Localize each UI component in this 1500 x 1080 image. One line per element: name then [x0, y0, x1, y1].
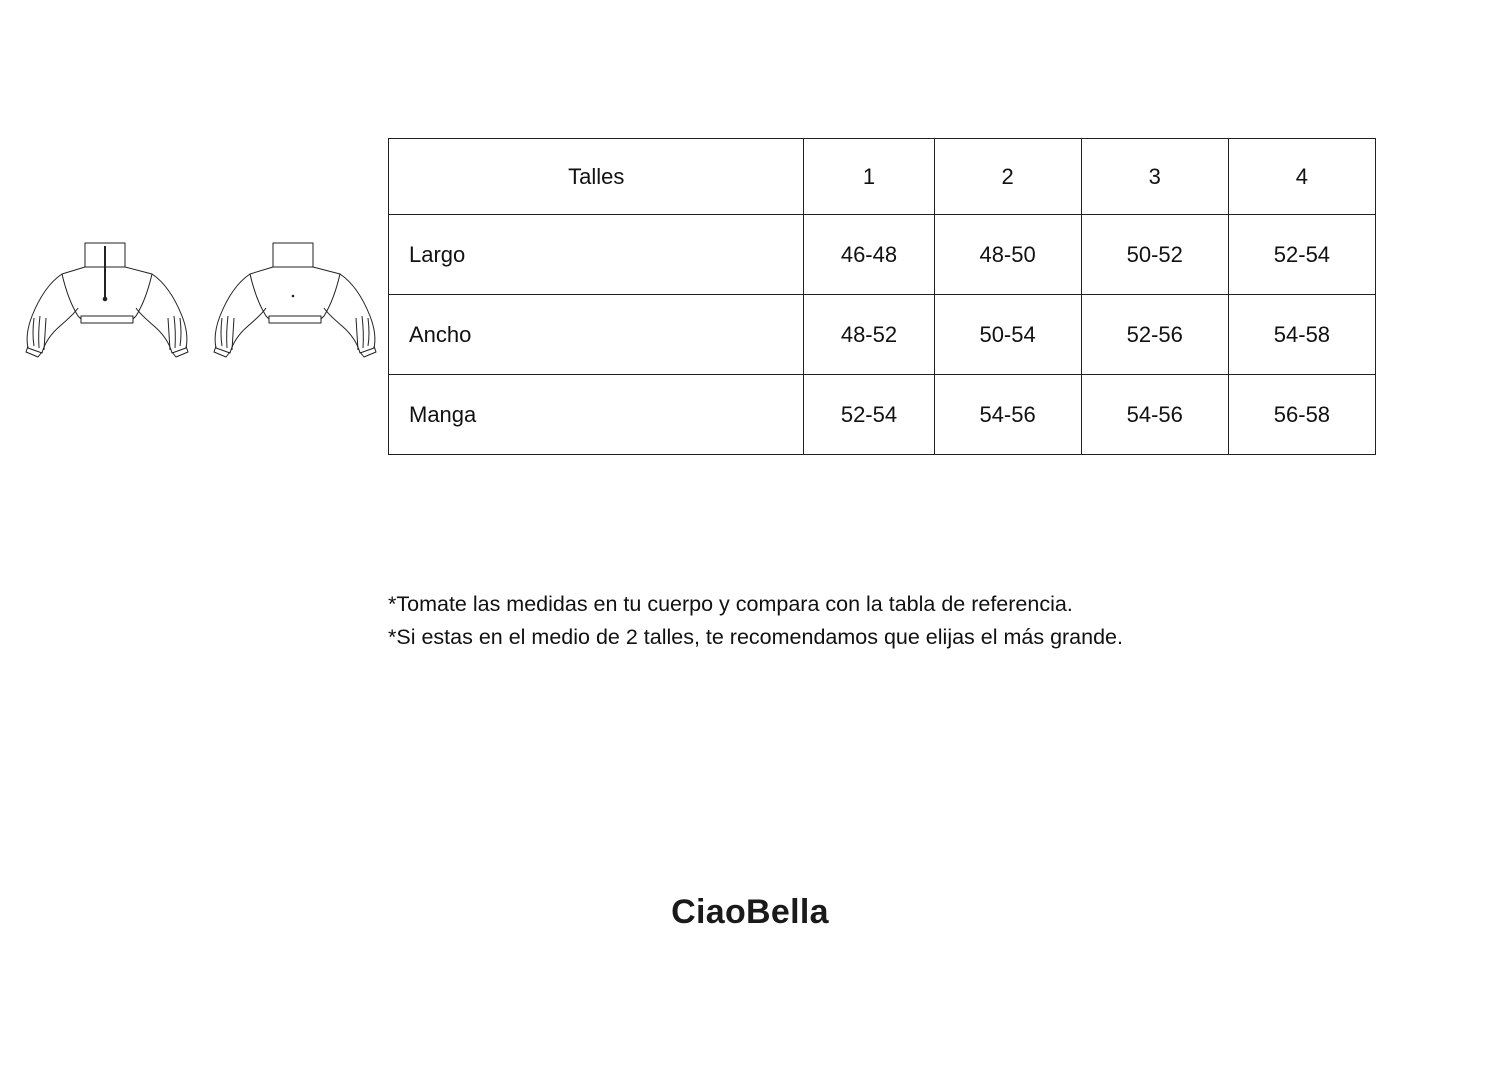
table-cell: 50-52 [1081, 215, 1228, 295]
size-table [388, 138, 1376, 455]
table-cell: 50-54 [934, 295, 1081, 375]
table-cell: 52-56 [1081, 295, 1228, 375]
header-cell: 4 [1228, 139, 1375, 215]
table-cell: 48-50 [934, 215, 1081, 295]
table-cell: 54-58 [1228, 295, 1375, 375]
note-line: *Si estas en el medio de 2 talles, te recomendamos que elijas el más grande. [388, 625, 1123, 649]
garment-front-illustration [22, 238, 192, 362]
table-row [389, 215, 1376, 295]
garment-back-illustration [210, 238, 380, 362]
header-cell: Talles [389, 139, 804, 215]
table-cell: 48-52 [804, 295, 934, 375]
measurement-notes [388, 588, 1123, 654]
table-cell: 46-48 [804, 215, 934, 295]
table-row [389, 295, 1376, 375]
table-cell: 56-58 [1228, 375, 1375, 455]
table-cell: 52-54 [1228, 215, 1375, 295]
table-header-row [389, 139, 1376, 215]
header-cell: 1 [804, 139, 934, 215]
brand-logo: CiaoBella [671, 893, 829, 931]
row-label: Manga [389, 375, 804, 455]
row-label: Largo [389, 215, 804, 295]
header-cell: 2 [934, 139, 1081, 215]
table-cell: 54-56 [1081, 375, 1228, 455]
header-cell: 3 [1081, 139, 1228, 215]
table-row [389, 375, 1376, 455]
note-line: *Tomate las medidas en tu cuerpo y compara con la tabla de referencia. [388, 592, 1073, 616]
table-cell: 52-54 [804, 375, 934, 455]
row-label: Ancho [389, 295, 804, 375]
table-cell: 54-56 [934, 375, 1081, 455]
